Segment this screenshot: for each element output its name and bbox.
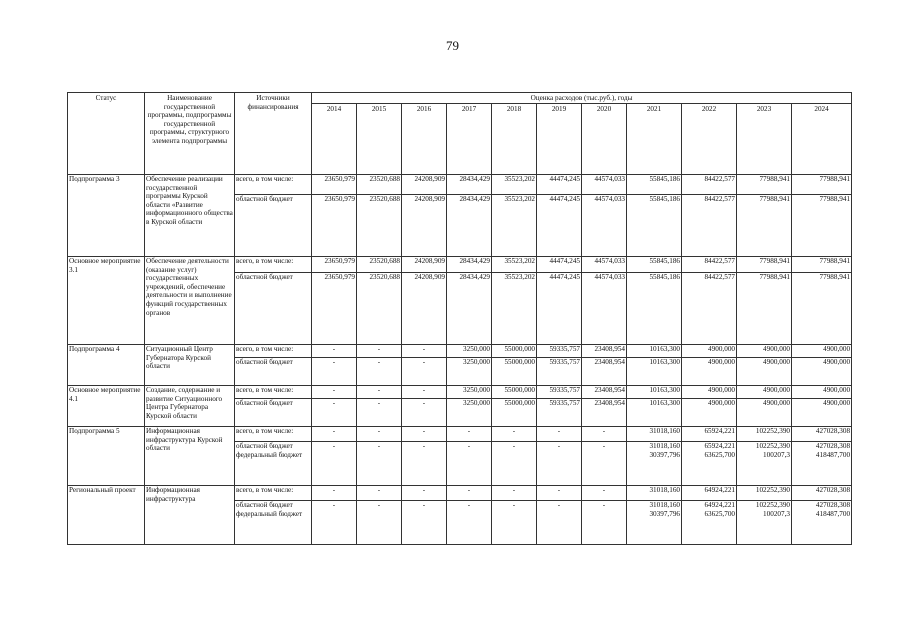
value-cell: 427028,308 418487,700 [792,501,852,545]
row-source: всего, в том числе: [235,486,312,501]
value-cell: - [402,427,447,442]
value-cell: 23408,954 [582,399,627,427]
value-cell: - [357,386,402,399]
value-cell: - [492,486,537,501]
value-cell: - [537,442,582,486]
value-cell: 35523,202 [492,273,537,345]
value-cell: 28434,429 [447,257,492,273]
value-cell: 59335,757 [537,358,582,386]
header-year: 2024 [792,103,852,174]
row-source: всего, в том числе: [235,386,312,399]
value-cell: 65924,221 63625,700 [682,442,737,486]
value-cell: - [357,427,402,442]
value-cell: 4900,000 [737,358,792,386]
header-year: 2023 [737,103,792,174]
value-cell: - [537,427,582,442]
row-source: всего, в том числе: [235,427,312,442]
value-cell: - [357,399,402,427]
row-name: Ситуационный Центр Губернатора Курской области [145,345,235,386]
value-cell: - [447,442,492,486]
value-cell: 23408,954 [582,386,627,399]
value-cell: 77988,941 [792,175,852,195]
value-cell: 24208,909 [402,175,447,195]
row-source: всего, в том числе: [235,175,312,195]
row-name: Информационная инфраструктура [145,486,235,545]
value-cell: 35523,202 [492,257,537,273]
value-cell: 59335,757 [537,399,582,427]
value-cell: 59335,757 [537,345,582,358]
table-row [68,175,852,195]
row-source: областной бюджет [235,399,312,427]
header-year: 2022 [682,103,737,174]
value-cell: 427028,308 [792,486,852,501]
row-source: областной бюджет [235,273,312,345]
value-cell: - [312,399,357,427]
value-cell: 77988,941 [737,195,792,257]
value-cell: 23650,979 [312,195,357,257]
value-cell: 84422,577 [682,195,737,257]
row-name: Создание, содержание и развитие Ситуационного Центра Губернатора Курской области [145,386,235,427]
value-cell: 59335,757 [537,386,582,399]
value-cell: 84422,577 [682,175,737,195]
value-cell: 55000,000 [492,399,537,427]
value-cell: 44574,033 [582,257,627,273]
value-cell: - [447,427,492,442]
row-name: Информационная инфраструктура Курской области [145,427,235,486]
header-year: 2014 [312,103,357,174]
value-cell: 44474,245 [537,273,582,345]
value-cell: 23520,688 [357,257,402,273]
value-cell: 427028,308 418487,700 [792,442,852,486]
value-cell: 427028,308 [792,427,852,442]
value-cell: 10163,300 [627,399,682,427]
row-source: областной бюджет [235,195,312,257]
value-cell: - [402,442,447,486]
value-cell: - [402,345,447,358]
value-cell: - [402,358,447,386]
value-cell: 77988,941 [792,273,852,345]
table-row [68,486,852,501]
value-cell: 44574,033 [582,175,627,195]
header-estimate: Оценка расходов (тыс.руб.), годы [312,93,852,104]
value-cell: 24208,909 [402,195,447,257]
value-cell: 24208,909 [402,257,447,273]
value-cell: - [312,486,357,501]
value-cell: 4900,000 [792,399,852,427]
value-cell: 44574,033 [582,273,627,345]
value-cell: 84422,577 [682,257,737,273]
value-cell: 24208,909 [402,273,447,345]
value-cell: - [357,501,402,545]
row-source: областной бюджет федеральный бюджет [235,501,312,545]
value-cell: - [582,486,627,501]
row-status: Подпрограмма 4 [68,345,145,386]
value-cell: 44474,245 [537,257,582,273]
value-cell: 23520,688 [357,273,402,345]
value-cell: - [357,358,402,386]
value-cell: 77988,941 [737,273,792,345]
value-cell: 10163,300 [627,386,682,399]
header-status: Статус [68,93,145,175]
header-year: 2021 [627,103,682,174]
value-cell: - [357,345,402,358]
value-cell: 35523,202 [492,195,537,257]
value-cell: 102252,390 [737,427,792,442]
row-status: Подпрограмма 5 [68,427,145,486]
value-cell: 77988,941 [792,257,852,273]
value-cell: 28434,429 [447,273,492,345]
value-cell: 23520,688 [357,195,402,257]
table-row [68,345,852,358]
value-cell: - [492,427,537,442]
value-cell: - [402,399,447,427]
value-cell: - [582,442,627,486]
value-cell: 102252,390 100207,3 [737,442,792,486]
value-cell: 31018,160 [627,486,682,501]
row-source: всего, в том числе: [235,257,312,273]
value-cell: 23650,979 [312,257,357,273]
value-cell: - [582,501,627,545]
value-cell: 64924,221 63625,700 [682,501,737,545]
value-cell: 44474,245 [537,195,582,257]
value-cell: 4900,000 [792,386,852,399]
value-cell: 55000,000 [492,358,537,386]
value-cell: - [312,427,357,442]
row-name: Обеспечение реализации государственной программы Курской области «Развитие информационного общества в Курской области [145,175,235,257]
value-cell: 44474,245 [537,175,582,195]
value-cell: 3250,000 [447,399,492,427]
value-cell: 4900,000 [792,358,852,386]
page-number: 79 [446,38,459,53]
value-cell: 4900,000 [737,345,792,358]
value-cell: 55000,000 [492,386,537,399]
value-cell: - [447,501,492,545]
value-cell: 77988,941 [792,195,852,257]
value-cell: 55845,186 [627,175,682,195]
value-cell: - [492,501,537,545]
header-year: 2016 [402,103,447,174]
value-cell: 4900,000 [682,386,737,399]
table-row [68,386,852,399]
table-row [68,257,852,273]
value-cell: - [312,345,357,358]
value-cell: 4900,000 [737,386,792,399]
value-cell: 28434,429 [447,195,492,257]
value-cell: - [582,427,627,442]
value-cell: - [312,386,357,399]
value-cell: 23650,979 [312,273,357,345]
row-status: Основное мероприятие 3.1 [68,257,145,345]
header-year: 2018 [492,103,537,174]
value-cell: 55845,186 [627,257,682,273]
value-cell: 3250,000 [447,386,492,399]
value-cell: 4900,000 [792,345,852,358]
expenditure-table [67,92,852,545]
value-cell: - [402,386,447,399]
value-cell: 77988,941 [737,257,792,273]
value-cell: 102252,390 100207,3 [737,501,792,545]
value-cell: - [402,486,447,501]
value-cell: 23520,688 [357,175,402,195]
header-year: 2020 [582,103,627,174]
value-cell: 84422,577 [682,273,737,345]
value-cell: 23650,979 [312,175,357,195]
value-cell: 4900,000 [682,358,737,386]
header-year: 2017 [447,103,492,174]
row-source: областной бюджет [235,358,312,386]
value-cell: 10163,300 [627,345,682,358]
value-cell: 23408,954 [582,345,627,358]
value-cell: 102252,390 [737,486,792,501]
value-cell: 31018,160 30397,796 [627,442,682,486]
value-cell: 28434,429 [447,175,492,195]
value-cell: - [357,442,402,486]
value-cell: 4900,000 [682,399,737,427]
value-cell: - [357,486,402,501]
value-cell: 55845,186 [627,195,682,257]
value-cell: - [402,501,447,545]
table-row [68,427,852,442]
value-cell: 55000,000 [492,345,537,358]
value-cell: 10163,300 [627,358,682,386]
value-cell: 35523,202 [492,175,537,195]
value-cell: 4900,000 [682,345,737,358]
row-status: Основное мероприятие 4.1 [68,386,145,427]
value-cell: - [447,486,492,501]
value-cell: 31018,160 [627,427,682,442]
row-name: Обеспечение деятельности (оказание услуг) государственных учреждений, обеспечение деятельности и выполнение функций государственных органов [145,257,235,345]
value-cell: 3250,000 [447,345,492,358]
row-source: областной бюджет федеральный бюджет [235,442,312,486]
header-sources: Источники финансирования [235,93,312,175]
value-cell: 64924,221 [682,486,737,501]
row-source: всего, в том числе: [235,345,312,358]
value-cell: 23408,954 [582,358,627,386]
header-year: 2015 [357,103,402,174]
value-cell: - [312,442,357,486]
value-cell: - [537,486,582,501]
value-cell: 4900,000 [737,399,792,427]
value-cell: - [537,501,582,545]
value-cell: 65924,221 [682,427,737,442]
value-cell: 44574,033 [582,195,627,257]
row-status: Подпрограмма 3 [68,175,145,257]
value-cell: 77988,941 [737,175,792,195]
value-cell: 3250,000 [447,358,492,386]
value-cell: - [492,442,537,486]
row-status: Региональный проект [68,486,145,545]
value-cell: - [312,501,357,545]
header-year: 2019 [537,103,582,174]
value-cell: 55845,186 [627,273,682,345]
value-cell: - [312,358,357,386]
value-cell: 31018,160 30397,796 [627,501,682,545]
header-name: Наименование государственной программы, подпрограммы государственной программы, структурного элемента подпрограммы [145,93,235,175]
